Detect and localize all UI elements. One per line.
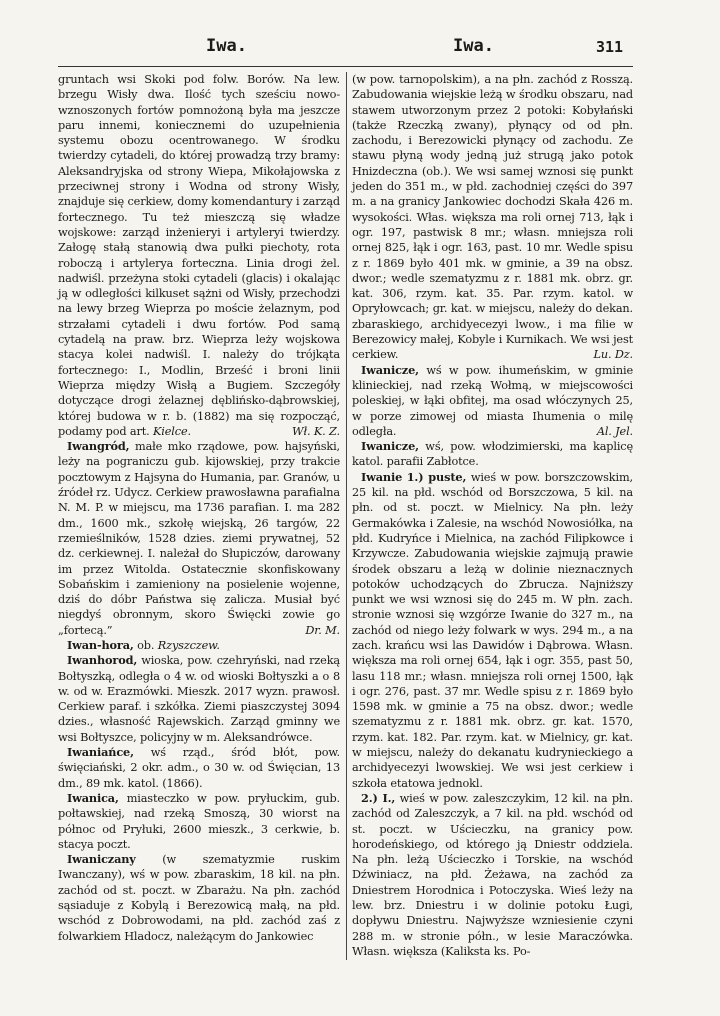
dictionary-entry [58,439,340,638]
entry-text: (w pow. tarnopolskim), a na płn. zachód z Rosszą. Zabudowania wiejskie leżą w środku obszaru, nad stawem utworzonym przez 2 potoki: Kobyłański (także Rzeczką zwany), płynący od od płn. zachodu, i Berezowicki płynący od zachodu. Ze stawu płyną wody jedną już strugą jako potok Hnizdeczna (ob.). We wsi samej wznosi się punkt jeden do 351 m., w płd. zachodniej części do 397 m. a na granicy Jankowiec dochodzi Skała 426 m. wysokości. Włas. większa ma roli ornej 713, łąk i ogr. 197, pastwisk 8 mr.; własn. mniejsza roli ornej 825, łąk i ogr. 163, past. 10 mr. Wedle spisu z r. 1869 było 401 mk. w gminie, a 39 na obsz. dwor.; wedle szematyzmu z r. 1881 mk. obrz. gr. kat. 306, rzym. kat. 35. Par. rzym. katol. w Opryłowcach; gr. kat. w miejscu, należy do dekan. zbaraskiego, archidyecezyi lwow., i ma filie w Berezowicy małej, Kobyle i Kurnikach. We wsi jest cerkiew. [352,73,633,362]
entry-text: (w szematyzmie ruskim Iwanczany), wś w pow. zbaraskim, 18 kil. na płn. zachód od st. poczt. w Zbarażu. Na płn. zachód sąsiaduje z Kobylą i Berezowicą małą, na płd. wschód z Dobrowodami, na płd. zachód zaś z folwarkiem Hladocz, należącym do Jankowiec [58,853,340,943]
entry-headword: Iwaniczany [67,852,136,867]
column-divider [346,72,347,960]
entry-headword: Iwanicze, [361,362,419,377]
entry-cross-reference: Kielce. [153,424,191,438]
entry-headword: Iwangród, [67,439,130,454]
entry-text: wś, pow. włodzimierski, ma kaplicę katol. parafii Zabłotce. [352,440,633,469]
entry-cross-reference: Rzyszczew. [157,638,220,652]
dictionary-entry [352,72,633,363]
header-rule [58,66,633,67]
dictionary-entry [58,638,340,653]
entry-text: ob. [137,638,155,652]
dictionary-entry [58,653,340,745]
running-head-left: Iwa. [206,36,247,56]
entry-headword: Iwanicze, [361,439,419,454]
dictionary-entry [352,363,633,439]
running-head-right: Iwa. [453,36,494,56]
entry-text: wioska, pow. czehryński, nad rzeką Bołtyszką, odległa o 4 w. od wioski Bołtyszki a o 8 w. od w. Erazmówki. Mieszk. 2017 wyzn. prawosł. Cerkiew paraf. i szkółka. Ziemi piaszczystej 3094 dzies., własność Rajewskich. Zarząd gminny we wsi Bołtyszce, policyjny w m. Aleksandrówce. [58,654,340,744]
dictionary-entry [58,852,340,944]
entry-text: małe mko rządowe, pow. hajsyński, leży na pograniczu gub. kijowskiej, przy trakcie pocztowym z Hajsyna do Humania, par. Granów, u źródeł rz. Udycz. Cerkiew prawosławna parafialna N. M. P. w miejscu, ma 1736 parafian. I. ma 282 dm., 1600 mk., szkołę wiejską, 26 targów, 22 rzemieślników, 1528 dzies. ziemi prywatnej, 52 dz. cerkiewnej. I. należał do Słupiczów, darowany im przez Witolda. Ostatecznie skonfiskowany Sobańskim i zamieniony na posielenie wojenne, dziś do dóbr Państwa się zalicza. Musiał być niegdyś obronnym, skoro Święcki zowie go „fortecą.” [58,440,340,637]
entry-text: gruntach wsi Skoki pod folw. Borów. Na lew. brzegu Wisły dwa. Ilość tych sześciu nowo-wznoszonych fortów pomnożoną była ma jeszcze paru innemi, koniecznemi do uzupełnienia systemu obozu ocentrowanego. W środku twierdzy cytadeli, do której prowadzą trzy bramy: Aleksandryjska od strony Wiepa, Mikołajowska z przeciwnej strony i Wodna od strony Wisły, znajduje się cerkiew, domy komendantury i zarząd fortecznego. Tu też mieszczą się władze wojskowe: zarząd inżenieryi i artyleryi twierdzy. Załogę stałą stanowią dwa pułki piechoty, rota roboczą i artylerya forteczna. Linia drogi żel. nadwiśl. przeżyna stoki cytadeli (glacis) i okalając ją w odległości kilkuset sążni od Wisły, przechodzi na lewy brzeg Wieprza po moście żelaznym, pod strzałami cytadeli i dwu fortów. Pod samą cytadelą na praw. brz. Wieprza leży wojskowa stacya kolei nadwiśl. I. należy do trójkąta fortecznego: I., Modlin, Brześć i broni linii Wieprza między Wisłą a Bugiem. Szczegóły dotyczące drogi żelaznej dęblińsko-dąbrowskiej, której budowa w r. b. (1882) ma się rozpocząć, podamy pod art. [58,73,340,438]
entry-text: wś rząd., śród błót, pow. święciański, 2 okr. adm., o 30 w. od Święcian, 13 dm., 89 mk. katol. (1866). [58,746,340,790]
dictionary-entry [58,745,340,791]
dictionary-entry [352,791,633,959]
entry-headword: Iwanhorod, [67,653,138,668]
dictionary-entry [352,470,633,791]
author-signature: Lu. Dz. [593,348,633,362]
dictionary-entry [58,72,340,439]
entry-headword: Iwanica, [67,790,119,805]
dictionary-entry [352,439,633,470]
entry-headword: 2.) I., [361,790,396,805]
entry-text: wś w pow. ihumeńskim, w gminie klinieckiej, nad rzeką Wołmą, w miejscowości poleskiej, w łąki obfitej, ma osad włóczynych 25, w porze zimowej od miasta Ihumenia o milę odległa. [352,363,633,438]
author-signature: Wł. K. Z. [292,424,340,438]
right-column [352,72,633,959]
entry-headword: Iwaniańce, [67,745,134,760]
entry-text: miasteczko w pow. pryłuckim, gub. połtawskiej, nad rzeką Smoszą, 30 wiorst na północ od Pryłuki, 2600 mieszk., 3 cerkwie, b. stacya poczt. [58,791,340,851]
entry-headword-variant: 1.) puste, [406,469,467,484]
author-signature: Al. Jel. [596,424,633,438]
entry-text: wieś w pow. zaleszczykim, 12 kil. na płn. zachód od Zaleszczyk, a 7 kil. na płd. wschód od st. poczt. w Uścieczku, na granicy pow. horodeńskiego, od którego ją Dniestr oddziela. Na płn. leżą Uścieczko i Torskie, na wschód Dźwiniacz, na płd. Żeżawa, na zachód za Dniestrem Horodnica i Potoczyska. Wieś leży na lew. brz. Dniestru i w dolinie potoku Ługi, dopływu Dniestru. Najwyższe wzniesienie czyni 288 m. w stronie półn., w lesie Maraczówka. Własn. większa (Kaliksta ks. Po- [352,791,634,958]
entry-headword: Iwanie [361,469,403,484]
dictionary-entry [58,791,340,852]
entry-headword: Iwan-hora, [67,637,134,652]
page-number: 311 [596,38,624,56]
author-signature: Dr. M. [305,623,340,637]
left-column [58,72,340,944]
entry-text: wieś w pow. borszczowskim, 25 kil. na płd. wschód od Borszczowa, 5 kil. na płn. od st. poczt. w Mielnicy. Na płn. leży Germakówka i Zalesie, na wschód Nowosiółka, na płd. Kudryńce i Mielnica, na zachód Filipkowce i Krzywcze. Zabudowania wiejskie zajmują prawie środek obszaru a leżą w dolinie nieznacznych potoków uchodzących do Zbrucza. Najniższy punkt we wsi wznosi się do 245 m. W płn. zach. stronie wznosi się wzgórze Iwanie do 327 m., na zachód od niego leży folwark w wys. 294 m., a na zach. krańcu wsi las Dawidów i Dąbrowa. Własn. większa ma roli ornej 654, łąk i ogr. 355, past 50, lasu 118 mr.; własn. mniejsza roli ornej 1500, łąk i ogr. 276, past. 37 mr. Wedle spisu z r. 1869 było 1598 mk. w gminie a 75 na obsz. dwor.; wedle szematyzmu z r. 1881 mk. obrz. gr. kat. 1570, rzym. kat. 182. Par. rzym. kat. w Mielnicy, gr. kat. w miejscu, należy do dekanatu kudrynieckiego a archidyecezyi lwowskiej. We wsi jest cerkiew i szkoła etatowa jednokl. [352,470,633,790]
